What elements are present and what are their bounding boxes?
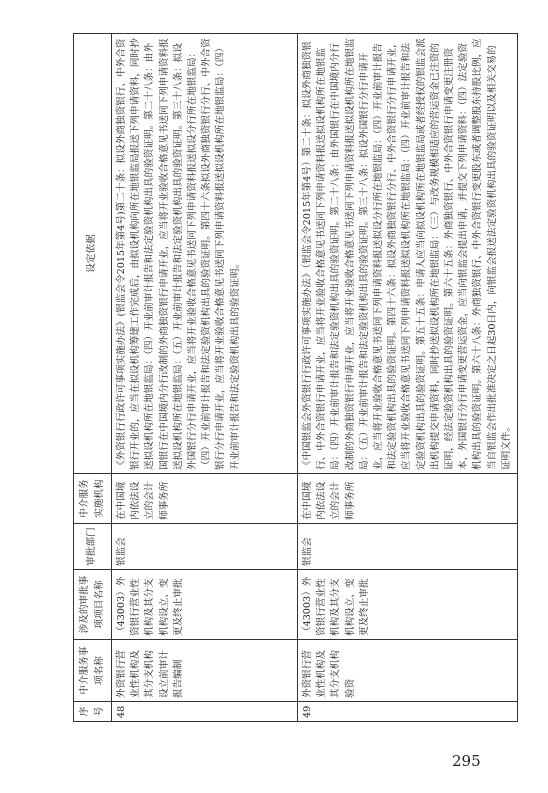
row-item-name: 外资银行营业性机构及其分支机构设立前审计报告编制 bbox=[112, 640, 298, 702]
row-agency: 在中国境内依法设立的会计师事务所 bbox=[112, 474, 298, 524]
row-no: 48 bbox=[112, 702, 298, 722]
header-basis: 设定依据 bbox=[74, 34, 112, 474]
table-header-row bbox=[74, 34, 112, 722]
row-item-name: 外资银行营业性机构及其分支机构验资 bbox=[298, 640, 518, 702]
rotated-table-wrapper bbox=[73, 34, 512, 722]
row-no: 49 bbox=[298, 702, 518, 722]
row-dept: 银监会 bbox=[298, 524, 518, 570]
table-row bbox=[298, 34, 518, 722]
header-approval-item: 涉及的审批事项项目名称 bbox=[74, 570, 112, 640]
header-item-name: 中介服务事项名称 bbox=[74, 640, 112, 702]
row-dept: 银监会 bbox=[112, 524, 298, 570]
intermediary-services-table bbox=[73, 33, 518, 722]
header-dept: 审批部门 bbox=[74, 524, 112, 570]
row-approval-item: （43003）外资银行营业性机构及其分支机构设立、变更及终止审批 bbox=[298, 570, 518, 640]
row-agency: 在中国境内依法设立的会计师事务所 bbox=[298, 474, 518, 524]
row-basis: 《外资银行行政许可事项实施办法》(银监会令2015年第4号)第二十条：拟设外商独资银行、中外合资银行开业的，应当在拟设机构筹建工作完成后，由拟设机构向所在地银监局报送下列申请资料，同时抄送拟设机构所在地银监局：（四）开业前审计报告和法定验资机构出具的验资证明。第二十八条：由外国银行在中国境内分行改制的外商独资银行申请开业，应当将开业验收合格意见书送同下列申请资料报送拟设机构所在地银监局：（五）开业前审计报告和法定验资机构出具的验资证明。第三十八条：拟设外国银行分行申请开业，应当将开业验收合格意见书送同下列申请资料报送拟设分行所在地银监局：（四）开业前审计报告和法定验资机构出具的验资证明。第四十六条拟设外商独资银行分行、中外合资银行分行申请开业，应当将开业验收合格意见书送同下列申请资料报送拟设机构所在地银监局：（四）开业前审计报告和法定验资机构出具的验资证明。 bbox=[112, 34, 298, 474]
header-no: 序号 bbox=[74, 702, 112, 722]
row-approval-item: （43003）外资银行营业性机构及其分支机构设立、变更及终止审批 bbox=[112, 570, 298, 640]
table-row bbox=[112, 34, 298, 722]
row-basis: 《中国银监会外资银行行政许可事项实施办法》（银监会令2015年第4号）第二十条：拟设外商独资银行、中外合资银行申请开业，应当将开业验收合格意见书送同下列申请资料报送拟设机构所在地银监局：（四）开业前审计报告和法定验资机构出具的验资证明。第二十八条：由外国银行在中国境内分行改制的外商独资银行申请开业，应当将开业验收合格意见书送同下列申请资料报送拟设机构所在地银监局：（五）开业前审计报告和法定验资机构出具的验资证明。第三十八条：拟设外国银行分行申请开业，应当将开业验收合格意见书送同下列申请资料报送拟设分行所在地银监局：（四）开业前审计报告和法定验资机构出具的验资证明。第四十六条：拟设外商独资银行分行、中外合资银行分行申请开业，应当将开业验收合格意见书送同下列申请资料报送拟设机构所在地银监局：（四）开业前审计报告和法定验资机构出具的验资证明。第五十五条：申请人应当向拟设机构所在地银监局或者经授权的银监会派出机构提交申请资料，同时抄送拟设机构所在地银监局：（三）与改务规模相适应的营运资金已注资的证明，经法定验资机构出具的验资证明。第六十五条：外商独资银行、中外合资银行申请变更注册资本，外国银行分行申请变更营运资金，应当向银监会提出申请，并提交下列申请资料：（四）法定验资机构出具的验资证明。第六十八条：外商独资银行、中外合资银行变更股东或者调整股东持股比例，应当自银监会作出批准决定之日起30日内，向银监会报送法定验资机构出具的验资证明以及相关交易的证明文件。 bbox=[298, 34, 518, 474]
header-agency: 中介服务实施机构 bbox=[74, 474, 112, 524]
page-number: 295 bbox=[452, 752, 481, 770]
